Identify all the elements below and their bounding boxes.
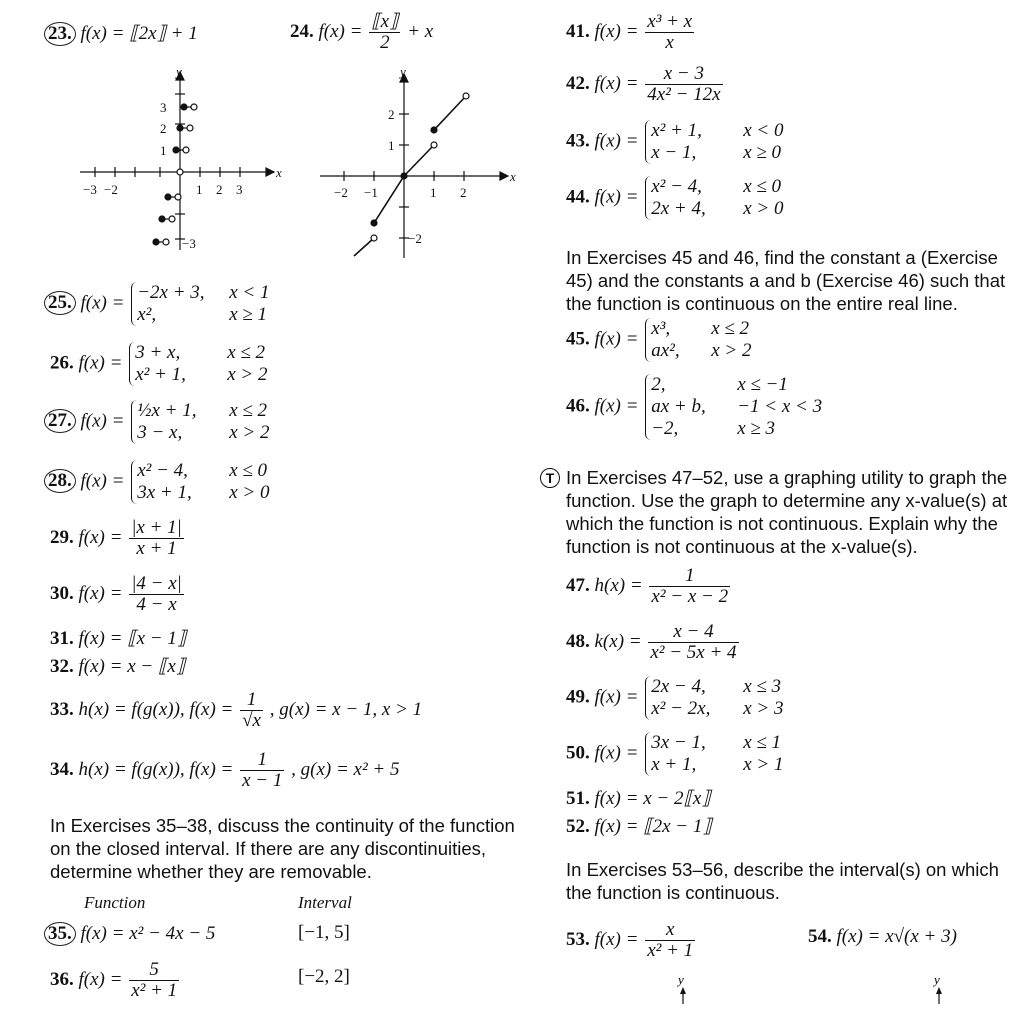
numerator: 1 [240,750,284,771]
piece-row [651,318,751,340]
fraction [645,920,695,961]
piecewise-brace [131,282,269,326]
column-header-function: Function [84,893,146,912]
axis-label-y: y [400,64,406,79]
exercise-number: 54. [808,926,832,947]
y-axis-stub [924,972,954,1004]
piece-condition: x ≤ −1 [737,374,788,395]
piece-row [651,732,783,754]
exercise-24 [290,12,433,53]
piece-condition: x > 2 [229,422,270,443]
piece-condition: x > 3 [743,698,784,719]
piece-condition: x > 2 [711,340,752,361]
piece-condition: x ≥ 3 [737,418,776,439]
exercise-47 [566,566,732,607]
fraction [240,690,263,731]
closed-point [401,173,407,179]
exercise-52 [566,816,712,838]
piece-condition: x ≤ 0 [229,460,268,481]
piece-condition: x ≤ 2 [227,342,266,363]
formula-prefix: f(x) = [594,928,639,950]
fraction [645,12,694,53]
tick-label: 1 [196,182,203,197]
graph-exercise-23 [80,64,280,259]
denominator: x² − x − 2 [651,586,729,607]
fraction [129,574,184,615]
tick-label: −3 [182,236,196,251]
exercise-formula: f(x) = x√(x + 3) [836,926,957,947]
piece-expression: x³, [651,318,671,339]
exercise-number: 43. [566,130,590,152]
numerator: |x + 1| [131,517,182,538]
exercise-number: 46. [566,395,590,417]
technology-icon: T [540,468,560,488]
exercise-30 [50,574,186,615]
exercise-45 [566,318,751,362]
fraction [240,750,284,791]
piece-expression: 2, [651,374,666,395]
exercise-31 [50,628,186,650]
piece-expression: 3x − 1, [651,732,706,753]
exercise-44 [566,176,783,220]
piecewise-brace [645,120,783,164]
open-point [463,93,469,99]
formula-prefix: f(x) = [594,328,639,350]
exercise-formula: f(x) = ⟦2x⟧ + 1 [80,23,198,44]
formula-prefix: h(x) = f(g(x)), f(x) = [78,758,234,780]
formula-prefix: k(x) = [594,630,642,652]
denominator: 2 [380,32,390,53]
piece-condition: x > 0 [743,198,784,219]
exercise-number: 31. [50,628,74,649]
formula-suffix: , g(x) = x − 1, x > 1 [269,698,423,720]
numerator: ⟦x⟧ [371,11,399,32]
exercise-number: 24. [290,20,314,42]
fraction [649,566,730,607]
piece-condition: x > 2 [227,364,268,385]
exercise-46 [566,374,822,440]
exercise-number: 52. [566,816,590,837]
exercise-51 [566,788,711,810]
piece-row [137,422,269,444]
piece-condition: x ≥ 1 [229,304,268,325]
exercise-36 [50,960,181,1001]
x-axis-arrow [500,172,508,180]
step-function-graph [80,64,280,254]
tick-label: 2 [216,182,223,197]
closed-point [153,239,159,245]
exercise-number: 26. [50,352,74,374]
exercise-formula: f(x) = x − ⟦x⟧ [78,656,186,677]
formula-prefix: h(x) = f(g(x)), f(x) = [78,698,234,720]
exercise-53 [566,920,697,961]
fraction [648,622,738,663]
piece-row [137,400,269,422]
formula-prefix: f(x) = [80,410,125,432]
column-header-interval: Interval [298,893,352,912]
piece-row [651,120,783,142]
y-axis-arrow [936,987,942,994]
piece-expression: ax², [651,340,680,361]
axis-label-y: y [678,972,684,987]
exercise-number: 49. [566,686,590,708]
formula-prefix: f(x) = [318,20,363,42]
fraction [129,518,184,559]
tick-label: 2 [388,107,395,122]
exercise-number: 50. [566,742,590,764]
exercise-42 [566,64,725,105]
tick-label: −3 [83,182,97,197]
exercise-number: 36. [50,968,74,990]
exercise-formula: f(x) = x − 2⟦x⟧ [594,788,711,809]
piece-row [135,342,267,364]
piece-row [651,698,783,720]
exercise-35 [50,922,215,946]
piece-row [651,418,822,440]
piece-row [651,754,783,776]
open-point [191,104,197,110]
open-point [175,194,181,200]
interval-35: [−1, 5] [298,922,350,943]
graph-stub-54 [924,972,954,1009]
fraction [645,64,722,105]
axis-label-x: x [510,169,516,184]
exercise-49 [566,676,783,720]
graph-stub-53 [668,972,698,1009]
denominator: √x [242,710,261,731]
x-axis-arrow [266,168,274,176]
numerator: x − 4 [648,622,738,643]
exercise-number: 42. [566,72,590,94]
exercise-27 [50,400,269,444]
piecewise-brace [645,374,822,440]
y-axis-stub [668,972,698,1004]
denominator: x − 1 [242,770,283,791]
piece-row [651,142,783,164]
exercise-formula: f(x) = ⟦2x − 1⟧ [594,816,712,837]
numerator: x³ + x [647,11,693,32]
piece-expression: ½x + 1, [137,400,197,421]
graph-exercise-24 [320,62,520,267]
formula-prefix: f(x) = [80,470,125,492]
exercise-number: 48. [566,630,590,652]
formula-prefix: f(x) = [78,582,123,604]
piece-expression: x² − 2x, [651,698,711,719]
fraction [369,12,400,53]
piece-expression: 3 − x, [137,422,183,443]
numerator: x [645,920,695,941]
piecewise-brace [645,176,783,220]
exercise-number: 30. [50,582,74,604]
piece-expression: x² − 4, [651,176,702,197]
exercise-50 [566,732,783,776]
exercise-number: 23. [44,22,76,46]
tick-label: 3 [160,100,167,115]
exercise-number: 29. [50,526,74,548]
piecewise-brace [131,400,269,444]
instructions-text: In Exercises 47–52, use a graphing utility to graph the function. Use the graph to determine any x-value(s) at which the function is not continuous. Explain why the function is not continuous at the x-value(s). [566,467,1008,557]
piece-condition: x ≤ 1 [743,732,782,753]
piece-expression: ax + b, [651,396,706,417]
exercise-29 [50,518,186,559]
piece-condition: x ≤ 3 [743,676,782,697]
closed-point [165,194,171,200]
tick-label: 1 [430,185,437,200]
tick-label: −2 [334,185,348,200]
axis-label-y: y [934,972,940,987]
numerator: 1 [649,566,730,587]
tick-label: 2 [160,121,167,136]
piece-condition: x > 0 [229,482,270,503]
formula-prefix: f(x) = [80,292,125,314]
closed-point [371,220,377,226]
closed-point [173,147,179,153]
formula-prefix: h(x) = [594,574,643,596]
open-point [431,142,437,148]
exercise-26 [50,342,267,386]
instructions-35-38: In Exercises 35–38, discuss the continuity of the function on the closed interval. If there are any discontinuities, determine whether they are removable. [50,815,515,882]
formula-prefix: f(x) = [594,742,639,764]
formula-suffix: , g(x) = x² + 5 [291,758,400,780]
piece-expression: −2, [651,418,679,439]
closed-point [431,127,437,133]
denominator: x² − 5x + 4 [650,642,737,663]
exercise-formula: f(x) = ⟦x − 1⟧ [78,628,187,649]
exercise-number: 47. [566,574,590,596]
fraction [129,960,179,1001]
denominator: x + 1 [136,538,177,559]
piece-row [137,482,269,504]
piece-expression: 2x − 4, [651,676,706,697]
exercise-23 [50,22,198,46]
piece-row [651,374,822,396]
piece-row [137,282,269,304]
piece-expression: x², [137,304,157,325]
piece-row [651,340,751,362]
numerator: 5 [129,960,179,981]
exercise-41 [566,12,696,53]
piece-condition: x ≤ 2 [711,318,750,339]
piece-row [651,176,783,198]
piece-expression: x² − 4, [137,460,188,481]
exercise-32 [50,656,185,678]
tick-label: −2 [408,231,422,246]
y-axis-arrow [680,987,686,994]
denominator: 4x² − 12x [647,84,721,105]
piece-row [135,364,267,386]
piece-condition: −1 < x < 3 [737,396,823,417]
closed-point [181,104,187,110]
formula-prefix: f(x) = [78,352,123,374]
piecewise-brace [645,318,751,362]
numerator: |4 − x| [131,573,182,594]
tick-label: −1 [364,185,378,200]
formula-prefix: f(x) = [594,130,639,152]
piece-expression: 2x + 4, [651,198,706,219]
piece-expression: x² + 1, [651,120,702,141]
instructions-45-46: In Exercises 45 and 46, find the constant a (Exercise 45) and the constants a and b (Exercise 46) such that the function is continuous on the entire real line. [566,247,1006,314]
piece-row [651,396,822,418]
exercise-number: 32. [50,656,74,677]
exercise-number: 28. [44,469,76,493]
open-point [169,216,175,222]
exercise-number: 41. [566,20,590,42]
piecewise-brace [129,342,267,386]
piecewise-brace [645,732,783,776]
formula-prefix: f(x) = [594,20,639,42]
exercise-28 [50,460,269,504]
tick-label: 1 [388,138,395,153]
piece-expression: x² + 1, [135,364,186,385]
exercise-43 [566,120,783,164]
floor-plus-x-graph [320,62,520,262]
exercise-formula: f(x) = x² − 4x − 5 [80,923,216,944]
formula-prefix: f(x) = [594,186,639,208]
axis-label-y: y [176,64,182,79]
tick-label: 2 [460,185,467,200]
formula-prefix: f(x) = [594,395,639,417]
piece-expression: −2x + 3, [137,282,205,303]
open-point [187,125,193,131]
instructions-47-52 [545,466,1018,558]
exercise-48 [566,622,741,663]
tick-label: 1 [160,143,167,158]
formula-prefix: f(x) = [594,72,639,94]
formula-prefix: f(x) = [78,968,123,990]
exercise-34 [50,750,400,791]
piece-expression: 3x + 1, [137,482,192,503]
open-point [371,235,377,241]
exercise-number: 35. [44,922,76,946]
formula-prefix: f(x) = [78,526,123,548]
exercise-number: 51. [566,788,590,809]
formula-prefix: f(x) = [594,686,639,708]
tick-label: 3 [236,182,243,197]
piece-row [137,460,269,482]
piece-condition: x < 1 [229,282,270,303]
open-point [177,169,183,175]
piece-condition: x ≥ 0 [743,142,782,163]
exercise-number: 44. [566,186,590,208]
piece-row [137,304,269,326]
piece-condition: x ≤ 2 [229,400,268,421]
piece-condition: x > 1 [743,754,784,775]
exercise-number: 27. [44,409,76,433]
numerator: 1 [240,690,263,711]
piecewise-brace [645,676,783,720]
denominator: x² + 1 [131,980,178,1001]
open-point [163,239,169,245]
denominator: 4 − x [136,594,177,615]
piece-expression: x + 1, [651,754,697,775]
exercise-number: 33. [50,698,74,720]
exercise-number: 45. [566,328,590,350]
tick-label: −2 [104,182,118,197]
formula-suffix: + x [407,20,434,42]
exercise-25 [50,282,269,326]
exercise-number: 53. [566,928,590,950]
piece-expression: 3 + x, [135,342,181,363]
closed-point [159,216,165,222]
piecewise-brace [131,460,269,504]
exercise-number: 34. [50,758,74,780]
instructions-53-56: In Exercises 53–56, describe the interval(s) on which the function is continuous. [566,859,999,903]
interval-36: [−2, 2] [298,966,350,987]
numerator: x − 3 [645,64,722,85]
piece-condition: x < 0 [743,120,784,141]
piece-condition: x ≤ 0 [743,176,782,197]
closed-point [177,125,183,131]
piece-expression: x − 1, [651,142,697,163]
exercise-number: 25. [44,291,76,315]
denominator: x² + 1 [647,940,694,961]
open-point [183,147,189,153]
exercise-33 [50,690,422,731]
denominator: x [665,32,674,53]
exercise-54 [808,926,957,948]
piece-row [651,198,783,220]
piece-row [651,676,783,698]
axis-label-x: x [276,165,282,180]
